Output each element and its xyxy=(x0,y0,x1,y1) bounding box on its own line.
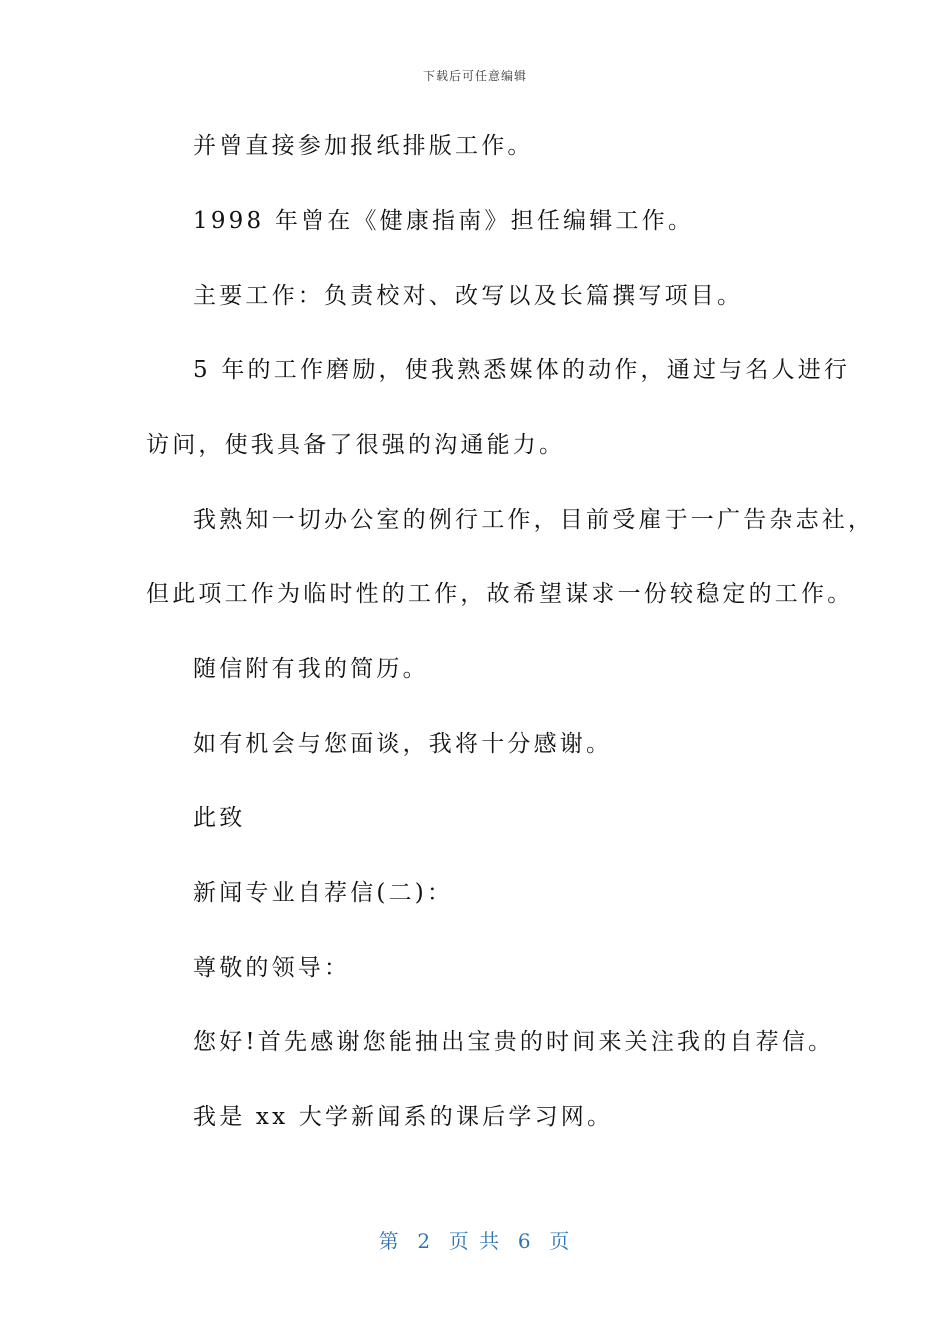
body-line-6: 我熟知一切办公室的例行工作，目前受雇于一广告杂志社， xyxy=(193,507,875,533)
body-line-13: 您好!首先感谢您能抽出宝贵的时间来关注我的自荐信。 xyxy=(193,1029,835,1055)
body-line-3: 主要工作：负责校对、改写以及长篇撰写项目。 xyxy=(193,283,744,309)
body-line-11: 新闻专业自荐信(二)： xyxy=(193,880,454,906)
body-line-14: 我是 xx 大学新闻系的课后学习网。 xyxy=(193,1104,614,1130)
body-line-10: 此致 xyxy=(193,805,246,831)
body-line-9: 如有机会与您面谈，我将十分感谢。 xyxy=(193,731,613,757)
body-line-8: 随信附有我的简历。 xyxy=(193,656,429,682)
body-line-12: 尊敬的领导： xyxy=(193,955,351,981)
body-line-2: 1998 年曾在《健康指南》担任编辑工作。 xyxy=(193,208,695,234)
page-header-note: 下载后可任意编辑 xyxy=(422,69,527,83)
body-line-4: 5 年的工作磨励，使我熟悉媒体的动作，通过与名人进行 xyxy=(193,357,851,383)
body-line-7: 但此项工作为临时性的工作，故希望谋求一份较稳定的工作。 xyxy=(146,581,854,607)
body-line-1: 并曾直接参加报纸排版工作。 xyxy=(193,133,534,159)
page-number-footer: 第 2 页 共 6 页 xyxy=(378,1229,572,1253)
body-line-5: 访问，使我具备了很强的沟通能力。 xyxy=(146,432,566,458)
